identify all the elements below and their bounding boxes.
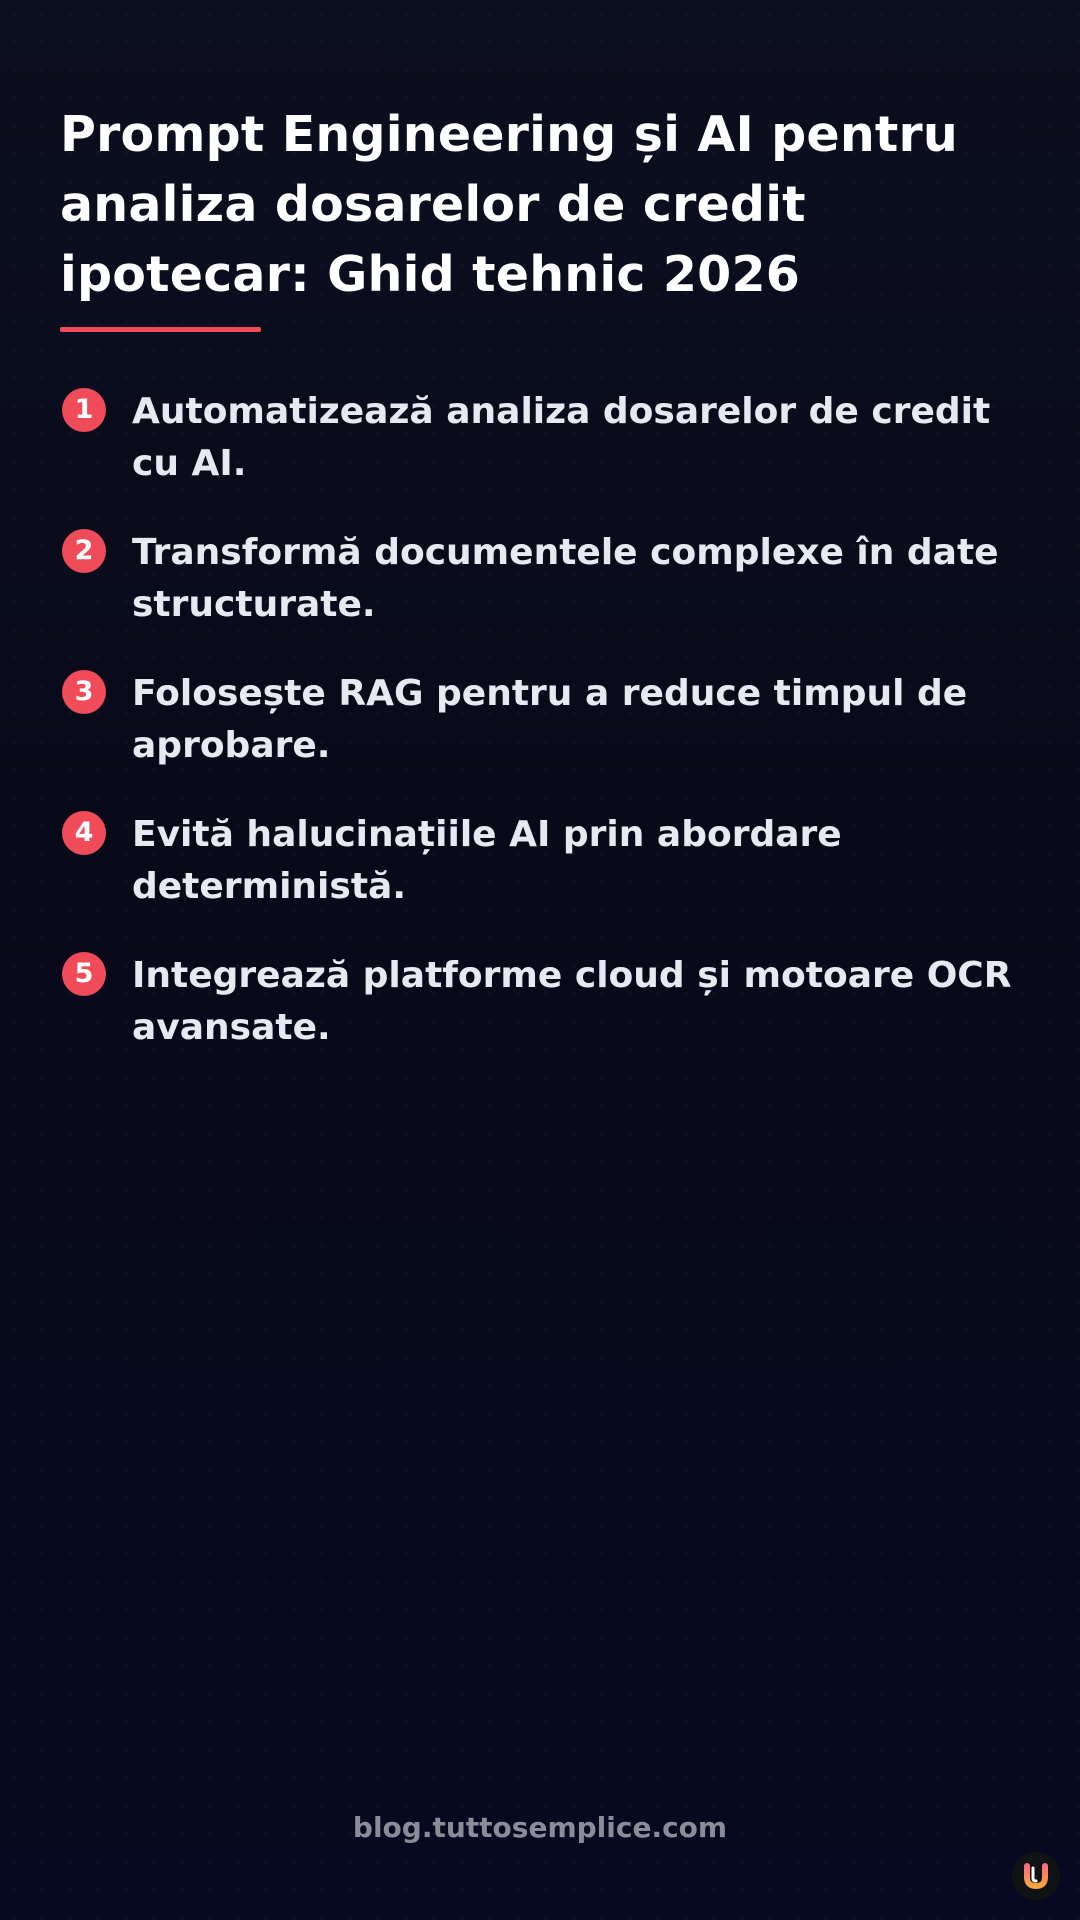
number-badge: 1 <box>62 388 106 432</box>
u-logo-icon <box>1012 1852 1060 1900</box>
number-badge: 4 <box>62 811 106 855</box>
list-item-text: Evită halucinațiile AI prin abordare deterministă. <box>132 814 842 907</box>
list-item <box>60 809 1020 950</box>
list-item-text: Automatizează analiza dosarelor de credit cu AI. <box>132 391 991 484</box>
page-title: Prompt Engineering și AI pentru analiza dosarelor de credit ipotecar: Ghid tehnic 2026 <box>60 106 959 303</box>
list-item <box>60 386 1020 527</box>
key-points-list <box>60 386 1020 1091</box>
list-item-text: Transformă documentele complexe în date structurate. <box>132 532 999 625</box>
number-badge: 2 <box>62 529 106 573</box>
number-badge: 5 <box>62 952 106 996</box>
number-badge: 3 <box>62 670 106 714</box>
footer-site-url: blog.tuttosemplice.com <box>352 1811 728 1844</box>
list-item-text: Integrează platforme cloud și motoare OCR avansate. <box>132 955 1012 1048</box>
list-item <box>60 527 1020 668</box>
title-underline <box>60 327 261 332</box>
list-item-text: Folosește RAG pentru a reduce timpul de aprobare. <box>132 673 968 766</box>
list-item <box>60 668 1020 809</box>
list-item <box>60 950 1020 1091</box>
